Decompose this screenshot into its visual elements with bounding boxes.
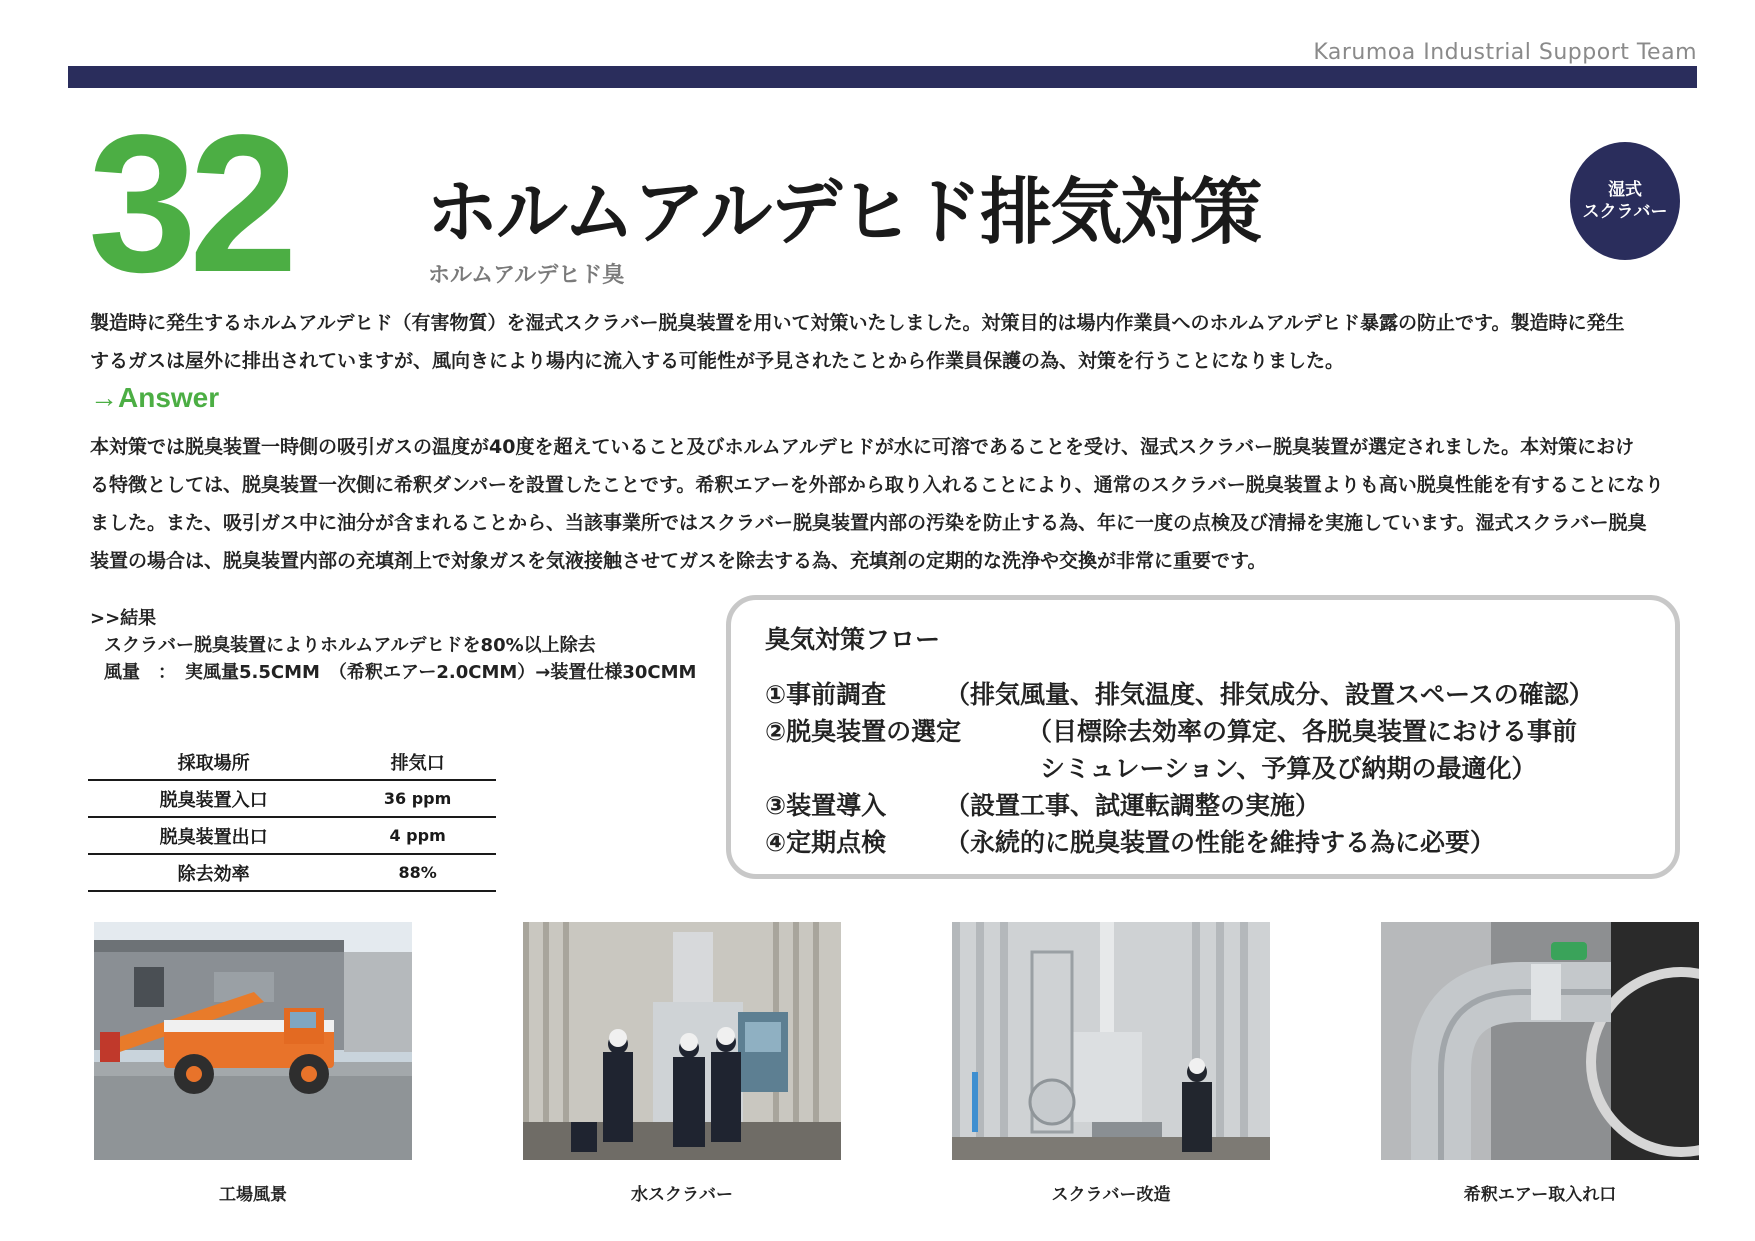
table-row <box>88 817 496 854</box>
result-line: 風量 ： 実風量5.5CMM （希釈エアー2.0CMM）→装置仕様30CMM <box>104 662 697 683</box>
table-cell-value: 4 ppm <box>339 817 496 854</box>
photo-caption: 工場風景 <box>219 1185 287 1205</box>
photo-caption: 希釈エアー取入れ口 <box>1463 1185 1617 1205</box>
photo-scrubber-modification <box>952 922 1270 1160</box>
table-row <box>88 854 496 891</box>
team-name: Karumoa Industrial Support Team <box>1313 40 1697 65</box>
scrubber-modification-image <box>952 922 1270 1160</box>
answer-line: 装置の場合は、脱臭装置内部の充填剤上で対象ガスを気液接触させてガスを除去する為、充填剤の定期的な洗浄や交換が非常に重要です。 <box>90 550 1267 572</box>
flow-step-text: （排気風量、排気温度、排気成分、設置スペースの確認） <box>945 680 1594 709</box>
photo-caption: 水スクラバー <box>631 1185 733 1205</box>
table-cell-label: 脱臭装置出口 <box>88 817 339 854</box>
result-heading: >>結果 <box>90 608 157 629</box>
table-header-location: 採取場所 <box>88 744 339 780</box>
photo-dilution-air-intake <box>1381 922 1699 1160</box>
flow-step-label: ①事前調査 <box>765 680 887 709</box>
dilution-air-intake-image <box>1381 922 1699 1160</box>
case-number: 32 <box>88 94 291 313</box>
flow-step-text: （設置工事、試運転調整の実施） <box>945 791 1321 820</box>
flow-step-1 <box>765 676 1643 713</box>
answer-text <box>90 428 1690 580</box>
flow-step-label: ④定期点検 <box>765 828 887 857</box>
measurement-table <box>88 744 496 892</box>
flow-step-label: ②脱臭装置の選定 <box>765 717 962 746</box>
flow-step-label: ③装置導入 <box>765 791 887 820</box>
answer-heading: →Answer <box>90 382 220 413</box>
category-badge <box>1570 142 1680 260</box>
photo-factory-scene <box>94 922 412 1160</box>
photo-caption: スクラバー改造 <box>1051 1185 1171 1205</box>
result-section <box>90 605 696 686</box>
intro-line: するガスは屋外に排出されていますが、風向きにより場内に流入する可能性が予見されたことから作業員保護の為、対策を行うことになりました。 <box>90 350 1345 372</box>
table-header-row <box>88 744 496 780</box>
answer-line: る特徴としては、脱臭装置一次側に希釈ダンパーを設置したことです。希釈エアーを外部から取り入れることにより、通常のスクラバー脱臭装置よりも高い脱臭性能を有することになり <box>90 474 1664 496</box>
answer-line: ました。また、吸引ガス中に油分が含まれることから、当該事業所ではスクラバー脱臭装置内部の汚染を防止する為、年に一度の点検及び清掃を実施しています。湿式スクラバー脱臭 <box>90 512 1647 534</box>
badge-line-2: スクラバー <box>1582 202 1668 222</box>
table-cell-value: 36 ppm <box>339 780 496 817</box>
page-title: ホルムアルデヒド排気対策 <box>426 170 1261 254</box>
factory-scene-image <box>94 922 412 1160</box>
result-line: スクラバー脱臭装置によりホルムアルデヒドを80%以上除去 <box>104 635 596 656</box>
photo-water-scrubber <box>523 922 841 1160</box>
flow-step-text: シミュレーション、予算及び納期の最適化） <box>1040 754 1537 783</box>
flow-title: 臭気対策フロー <box>765 625 941 654</box>
header-bar <box>68 66 1697 88</box>
table-cell-value: 88% <box>339 854 496 891</box>
intro-line: 製造時に発生するホルムアルデヒド（有害物質）を湿式スクラバー脱臭装置を用いて対策いたしました。対策目的は場内作業員へのホルムアルデヒド暴露の防止です。製造時に発生 <box>90 312 1625 334</box>
table-cell-label: 除去効率 <box>88 854 339 891</box>
answer-line: 本対策では脱臭装置一時側の吸引ガスの温度が40度を超えていること及びホルムアルデヒドが水に可溶であることを受け、湿式スクラバー脱臭装置が選定されました。本対策におけ <box>90 436 1635 458</box>
table-row <box>88 780 496 817</box>
intro-text <box>90 304 1690 380</box>
flow-step-2 <box>765 713 1643 750</box>
flow-step-text: （目標除去効率の算定、各脱臭装置における事前 <box>1027 717 1578 746</box>
flow-step-3 <box>765 787 1643 824</box>
table-cell-label: 脱臭装置入口 <box>88 780 339 817</box>
badge-line-1: 湿式 <box>1608 180 1642 200</box>
odor-flow-box <box>726 595 1680 879</box>
page-subtitle: ホルムアルデヒド臭 <box>428 263 625 288</box>
table-header-outlet: 排気口 <box>339 744 496 780</box>
water-scrubber-image <box>523 922 841 1160</box>
flow-step-text: （永続的に脱臭装置の性能を維持する為に必要） <box>945 828 1496 857</box>
flow-step-4 <box>765 824 1643 861</box>
flow-step-2-cont <box>765 750 1643 787</box>
